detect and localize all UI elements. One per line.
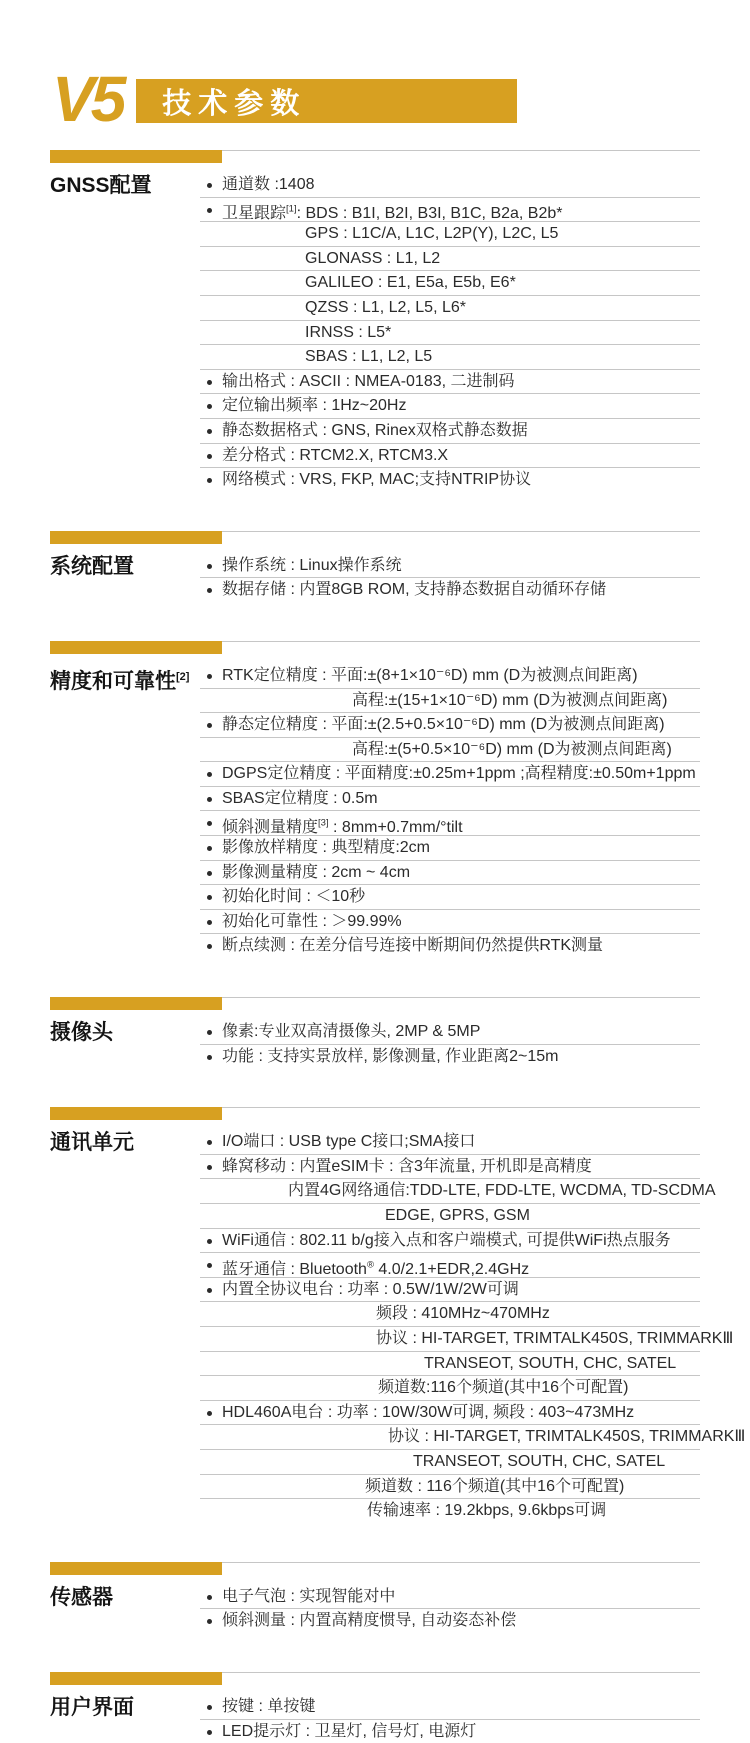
spec-row-text: TRANSEOT, SOUTH, CHC, SATEL (413, 1452, 666, 1470)
page-title-banner (136, 79, 517, 123)
spec-row-text: 卫星跟踪[1]: BDS : B1I, B2I, B3I, B1C, B2a, B2b* (222, 203, 563, 222)
spec-row-text: 静态数据格式 : GNS, Rinex双格式静态数据 (222, 421, 528, 439)
footnote-marker: [1] (286, 203, 297, 215)
spec-row (200, 1695, 700, 1720)
divider-rule-line (222, 1562, 700, 1563)
bullet-icon (207, 564, 212, 569)
spec-row-text: RTK定位精度 : 平面:±(8+1×10⁻⁶D) mm (D为被测点间距离) (222, 666, 638, 684)
spec-row (200, 1425, 746, 1450)
spec-section (50, 150, 700, 493)
spec-row-text: 差分格式 : RTCM2.X, RTCM3.X (222, 446, 449, 464)
bullet-icon (207, 920, 212, 925)
spec-row (200, 1253, 700, 1278)
spec-row (200, 885, 700, 910)
spec-row-text: SBAS定位精度 : 0.5m (222, 789, 378, 807)
bullet-icon (207, 772, 212, 777)
bullet-icon (207, 674, 212, 679)
spec-row (200, 1130, 700, 1155)
spec-row (200, 1229, 700, 1254)
section-body (50, 1575, 700, 1634)
spec-row-text: HDL460A电台 : 功率 : 10W/30W可调, 频段 : 403~473MHz (222, 1403, 635, 1421)
spec-row (200, 1045, 700, 1070)
spec-section (50, 531, 700, 603)
spec-section (50, 1107, 746, 1524)
spec-row (200, 1376, 700, 1401)
bullet-icon (207, 380, 212, 385)
section-title: 传感器 (50, 1585, 113, 1609)
footnote-marker: [3] (318, 817, 329, 829)
spec-row (200, 664, 700, 689)
bullet-icon (207, 588, 212, 593)
footnote-marker: ® (366, 1259, 374, 1271)
spec-row-text: 频道数 : 116个频道(其中16个可配置) (365, 1477, 625, 1495)
spec-row (200, 296, 700, 321)
bullet-icon (207, 846, 212, 851)
spec-rows (200, 554, 700, 603)
spec-row-text: 像素:专业双高清摄像头, 2MP & 5MP (222, 1023, 481, 1041)
bullet-icon (207, 871, 212, 876)
spec-row (200, 836, 700, 861)
spec-row (200, 1609, 700, 1634)
section-body (50, 1010, 700, 1069)
spec-row-text: 频段 : 410MHz~470MHz (376, 1305, 550, 1323)
spec-section (50, 1672, 700, 1743)
bullet-icon (207, 1263, 212, 1268)
bullet-icon (207, 1239, 212, 1244)
section-body (50, 1120, 746, 1524)
spec-row-text: 倾斜测量精度[3] : 8mm+0.7mm/°tilt (222, 817, 463, 836)
section-divider (50, 150, 700, 163)
bullet-icon (207, 723, 212, 728)
spec-row (200, 1302, 700, 1327)
bullet-icon (207, 1030, 212, 1035)
section-divider (50, 531, 700, 544)
spec-row (200, 198, 700, 223)
section-body (50, 163, 700, 493)
section-title: 系统配置 (50, 554, 134, 578)
spec-row (200, 1327, 734, 1352)
spec-row (200, 345, 700, 370)
bullet-icon (207, 1165, 212, 1170)
bullet-icon (207, 1411, 212, 1416)
spec-row (200, 689, 700, 714)
bullet-icon (207, 478, 212, 483)
spec-row-text: 网络模式 : VRS, FKP, MAC;支持NTRIP协议 (222, 471, 532, 489)
section-title: 通讯单元 (50, 1131, 134, 1155)
spec-row-text: 数据存储 : 内置8GB ROM, 支持静态数据自动循环存储 (222, 581, 607, 599)
bullet-icon (207, 1288, 212, 1293)
spec-row (200, 247, 700, 272)
spec-row-text: 输出格式 : ASCII : NMEA-0183, 二进制码 (222, 372, 515, 390)
section-divider (50, 1562, 700, 1575)
spec-rows (200, 1020, 700, 1069)
section-title: 精度和可靠性[2] (50, 669, 190, 693)
spec-row-text: GPS : L1C/A, L1C, L2P(Y), L2C, L5 (305, 225, 559, 243)
divider-gold-bar (50, 1107, 222, 1120)
spec-row (200, 222, 700, 247)
spec-sections (50, 150, 746, 1743)
divider-gold-bar (50, 641, 222, 654)
spec-row (200, 444, 700, 469)
bullet-icon (207, 821, 212, 826)
spec-row (200, 321, 700, 346)
spec-row (200, 1020, 700, 1045)
bullet-icon (207, 404, 212, 409)
spec-row (200, 1585, 700, 1610)
spec-row-text: 初始化可靠性 : ＞99.99% (222, 912, 402, 930)
section-divider (50, 641, 700, 654)
bullet-icon (207, 895, 212, 900)
spec-row (200, 394, 700, 419)
spec-rows (200, 664, 700, 959)
spec-row (200, 1179, 716, 1204)
spec-row (200, 738, 700, 763)
spec-rows (200, 1585, 700, 1634)
spec-row (200, 934, 700, 959)
bullet-icon (207, 1705, 212, 1710)
spec-row (200, 1450, 700, 1475)
divider-gold-bar (50, 531, 222, 544)
spec-row (200, 468, 700, 493)
spec-row-text: 影像放样精度 : 典型精度:2cm (222, 839, 431, 857)
spec-rows (200, 1695, 700, 1743)
spec-row (200, 787, 700, 812)
spec-row (200, 370, 700, 395)
spec-row-text: GLONASS : L1, L2 (305, 249, 441, 267)
spec-row-text: 电子气泡 : 实现智能对中 (222, 1587, 396, 1605)
spec-row-text: 静态定位精度 : 平面:±(2.5+0.5×10⁻⁶D) mm (D为被测点间距离) (222, 716, 665, 734)
section-title: 用户界面 (50, 1695, 134, 1719)
spec-row (200, 271, 700, 296)
spec-section (50, 1562, 700, 1634)
spec-row-text: SBAS : L1, L2, L5 (305, 348, 433, 366)
spec-row (200, 419, 700, 444)
spec-row-text: 通道数 :1408 (222, 176, 315, 193)
spec-row-text: 内置全协议电台 : 功率 : 0.5W/1W/2W可调 (222, 1280, 519, 1298)
divider-rule-line (222, 1672, 700, 1673)
spec-row-text: TRANSEOT, SOUTH, CHC, SATEL (424, 1354, 677, 1372)
spec-row (200, 1475, 700, 1500)
spec-row-text: IRNSS : L5* (305, 323, 392, 341)
spec-row-text: 倾斜测量 : 内置高精度惯导, 自动姿态补偿 (222, 1612, 517, 1630)
spec-row-text: 高程:±(15+1×10⁻⁶D) mm (D为被测点间距离) (352, 691, 668, 709)
spec-row (200, 1352, 700, 1377)
spec-row-text: DGPS定位精度 : 平面精度:±0.25m+1ppm ;高程精度:±0.50m+1ppm (222, 765, 696, 783)
spec-row-text: 按键 : 单按键 (222, 1697, 316, 1715)
divider-gold-bar (50, 150, 222, 163)
spec-row-text: EDGE, GPRS, GSM (385, 1207, 530, 1224)
divider-rule-line (222, 150, 700, 151)
bullet-icon (207, 429, 212, 434)
spec-row-text: 传输速率 : 19.2kbps, 9.6kbps可调 (367, 1502, 607, 1520)
divider-rule-line (222, 641, 700, 642)
spec-row (200, 762, 700, 787)
bullet-icon (207, 1619, 212, 1624)
section-divider (50, 1107, 700, 1120)
spec-section (50, 997, 700, 1069)
divider-gold-bar (50, 1672, 222, 1685)
spec-row (200, 1499, 700, 1524)
section-divider (50, 1672, 700, 1685)
spec-row-text: 功能 : 支持实景放样, 影像测量, 作业距离2~15m (222, 1047, 559, 1065)
divider-rule-line (222, 531, 700, 532)
section-title: 摄像头 (50, 1021, 113, 1045)
bullet-icon (207, 208, 212, 213)
spec-row-text: 频道数:116个频道(其中16个可配置) (378, 1379, 629, 1397)
bullet-icon (207, 1055, 212, 1060)
spec-row-text: QZSS : L1, L2, L5, L6* (305, 298, 466, 316)
section-title-footnote: [2] (176, 670, 190, 683)
spec-row (200, 811, 700, 836)
spec-row-text: 操作系统 : Linux操作系统 (222, 556, 402, 574)
bullet-icon (207, 1595, 212, 1600)
bullet-icon (207, 1140, 212, 1145)
spec-section (50, 641, 700, 959)
spec-row-text: I/O端口 : USB type C接口;SMA接口 (222, 1133, 476, 1151)
bullet-icon (207, 183, 212, 188)
divider-rule-line (222, 997, 700, 998)
spec-row (200, 554, 700, 579)
spec-row-text: 断点续测 : 在差分信号连接中断期间仍然提供RTK测量 (222, 937, 604, 955)
section-body (50, 654, 700, 959)
divider-gold-bar (50, 997, 222, 1010)
spec-row (200, 1204, 700, 1229)
spec-rows (200, 173, 700, 493)
spec-row (200, 713, 700, 738)
divider-rule-line (222, 1107, 700, 1108)
section-title: GNSS配置 (50, 174, 152, 197)
spec-row-text: 高程:±(5+0.5×10⁻⁶D) mm (D为被测点间距离) (352, 740, 672, 758)
spec-row-text: 影像测量精度 : 2cm ~ 4cm (222, 863, 411, 881)
section-body (50, 544, 700, 603)
divider-gold-bar (50, 1562, 222, 1575)
spec-row-text: 定位输出频率 : 1Hz~20Hz (222, 397, 407, 415)
spec-row-text: 初始化时间 : ＜10秒 (222, 888, 366, 906)
section-divider (50, 997, 700, 1010)
bullet-icon (207, 454, 212, 459)
bullet-icon (207, 797, 212, 802)
spec-row-text: 内置4G网络通信:TDD-LTE, FDD-LTE, WCDMA, TD-SCDMA (288, 1182, 716, 1200)
spec-row (200, 1155, 700, 1180)
header (52, 63, 700, 135)
spec-row-text: 蓝牙通信 : Bluetooth® 4.0/2.1+EDR,2.4GHz (222, 1259, 530, 1278)
bullet-icon (207, 944, 212, 949)
spec-row (200, 1278, 700, 1303)
spec-row (200, 1401, 700, 1426)
spec-row-text: WiFi通信 : 802.11 b/g接入点和客户端模式, 可提供WiFi热点服务 (222, 1231, 671, 1249)
bullet-icon (207, 1730, 212, 1735)
spec-row (200, 910, 700, 935)
page-title: 技术参数 (162, 87, 307, 120)
spec-row-text: 协议 : HI-TARGET, TRIMTALK450S, TRIMMARKⅢ (376, 1329, 734, 1347)
spec-row (200, 1720, 700, 1743)
section-body (50, 1685, 700, 1743)
spec-row-text: 蜂窝移动 : 内置eSIM卡 : 含3年流量, 开机即是高精度 (222, 1157, 592, 1175)
spec-row-text: GALILEO : E1, E5a, E5b, E6* (305, 274, 516, 292)
spec-row (200, 861, 700, 886)
spec-row (200, 578, 700, 603)
spec-rows (200, 1130, 746, 1524)
spec-row (200, 173, 700, 198)
brand-logo-v5: V5 (52, 63, 123, 135)
spec-row-text: LED提示灯 : 卫星灯, 信号灯, 电源灯 (222, 1722, 477, 1740)
spec-row-text: 协议 : HI-TARGET, TRIMTALK450S, TRIMMARKⅢ (388, 1428, 746, 1446)
